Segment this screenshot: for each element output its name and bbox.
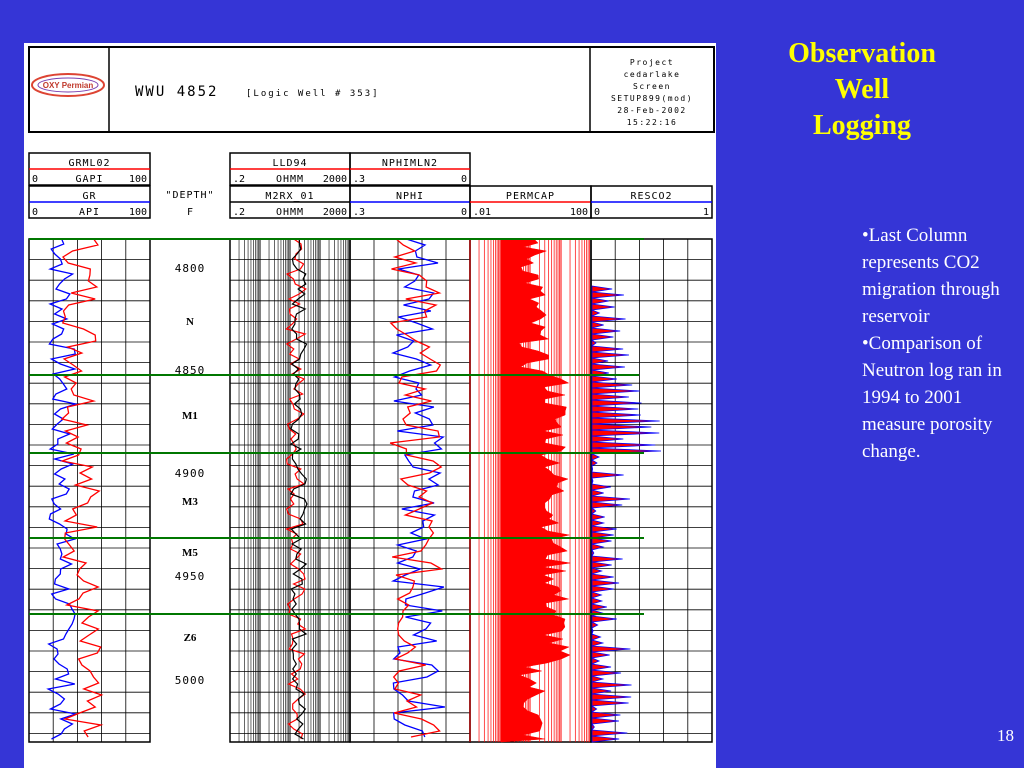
- track-header-t4: [470, 186, 591, 218]
- depth-header: "DEPTH": [165, 190, 215, 201]
- zone-label: N: [186, 316, 194, 328]
- title-line-2: Well: [834, 74, 890, 105]
- project-line: 15:22:16: [626, 118, 678, 127]
- track-scale-lo: 0: [594, 207, 601, 218]
- track-header-t3a: [350, 153, 470, 185]
- title-line-1: Observation: [788, 38, 936, 69]
- depth-label: 4850: [174, 364, 206, 377]
- track-scale-lo: .2: [233, 174, 246, 185]
- track-unit: OHMM: [275, 174, 305, 185]
- track-name: LLD94: [272, 158, 308, 169]
- track-scale-hi: 100: [128, 174, 147, 185]
- bullet-item: •Last Column represents CO2 migration through reservoir: [862, 225, 1000, 327]
- track-scale-lo: 0: [32, 174, 39, 185]
- track-scale-lo: .2: [233, 207, 246, 218]
- slide-title: [773, 36, 951, 144]
- depth-label: 4800: [174, 262, 206, 275]
- title-line-3: Logging: [812, 110, 912, 141]
- track-scale-lo: .01: [473, 207, 492, 218]
- depth-label: 5000: [174, 674, 206, 687]
- track-scale-lo: .3: [353, 174, 366, 185]
- track-scale-hi: 100: [128, 207, 147, 218]
- track-header-t3b: [350, 186, 470, 218]
- well-name: WWU 4852: [135, 84, 219, 100]
- track-header-t2b: [230, 186, 350, 218]
- depth-label: 4950: [174, 570, 206, 583]
- oxy-permian-logo: [32, 74, 104, 96]
- page-number: 18: [997, 726, 1014, 745]
- track-header-t1b: [29, 186, 150, 218]
- project-line: cedarlake: [623, 70, 681, 79]
- track-unit: API: [78, 207, 101, 218]
- zone-label: M3: [182, 496, 198, 508]
- depth-unit: F: [186, 207, 194, 218]
- bullet-item: •Comparison of Neutron log ran in 1994 to 2001 measure porosity change.: [862, 333, 1002, 462]
- track-name: NPHI: [395, 191, 425, 202]
- logo-text: OXY Permian: [42, 81, 94, 90]
- track-scale-hi: 0: [460, 174, 467, 185]
- track-name: GRML02: [68, 158, 111, 169]
- well-log-panel: [24, 43, 716, 768]
- project-line: 28-Feb-2002: [617, 106, 687, 115]
- track-header-t1a: [29, 153, 150, 185]
- track-scale-hi: 2000: [322, 174, 347, 185]
- track-name: RESCO2: [630, 191, 673, 202]
- track-scale-hi: 1: [702, 207, 709, 218]
- track-name: PERMCAP: [505, 191, 556, 202]
- project-line: Screen: [633, 82, 671, 91]
- log-curves: [48, 239, 661, 742]
- zone-label: M1: [182, 410, 198, 422]
- track-scale-hi: 100: [569, 207, 588, 218]
- zone-label: M5: [182, 547, 198, 559]
- bullet-list: [862, 222, 1022, 465]
- track-unit: GAPI: [75, 174, 104, 185]
- track-unit: OHMM: [275, 207, 305, 218]
- project-line: SETUP899(mod): [610, 94, 694, 103]
- track-header-t5: [591, 186, 712, 218]
- track-scale-hi: 0: [460, 207, 467, 218]
- track-headers: [29, 153, 712, 218]
- track-scale-hi: 2000: [322, 207, 347, 218]
- track-scale-lo: .3: [353, 207, 366, 218]
- track-header-t2a: [230, 153, 350, 185]
- well-log-graphic: [24, 43, 716, 768]
- track-name: GR: [82, 191, 97, 202]
- project-info: [611, 58, 693, 127]
- project-line: Project: [629, 58, 675, 67]
- well-sub: [Logic Well # 353]: [246, 89, 380, 99]
- track-name: NPHIMLN2: [381, 158, 439, 169]
- track-scale-lo: 0: [32, 207, 39, 218]
- zone-label: Z6: [183, 632, 197, 644]
- track-name: M2RX_01: [265, 191, 315, 202]
- depth-label: 4900: [174, 467, 206, 480]
